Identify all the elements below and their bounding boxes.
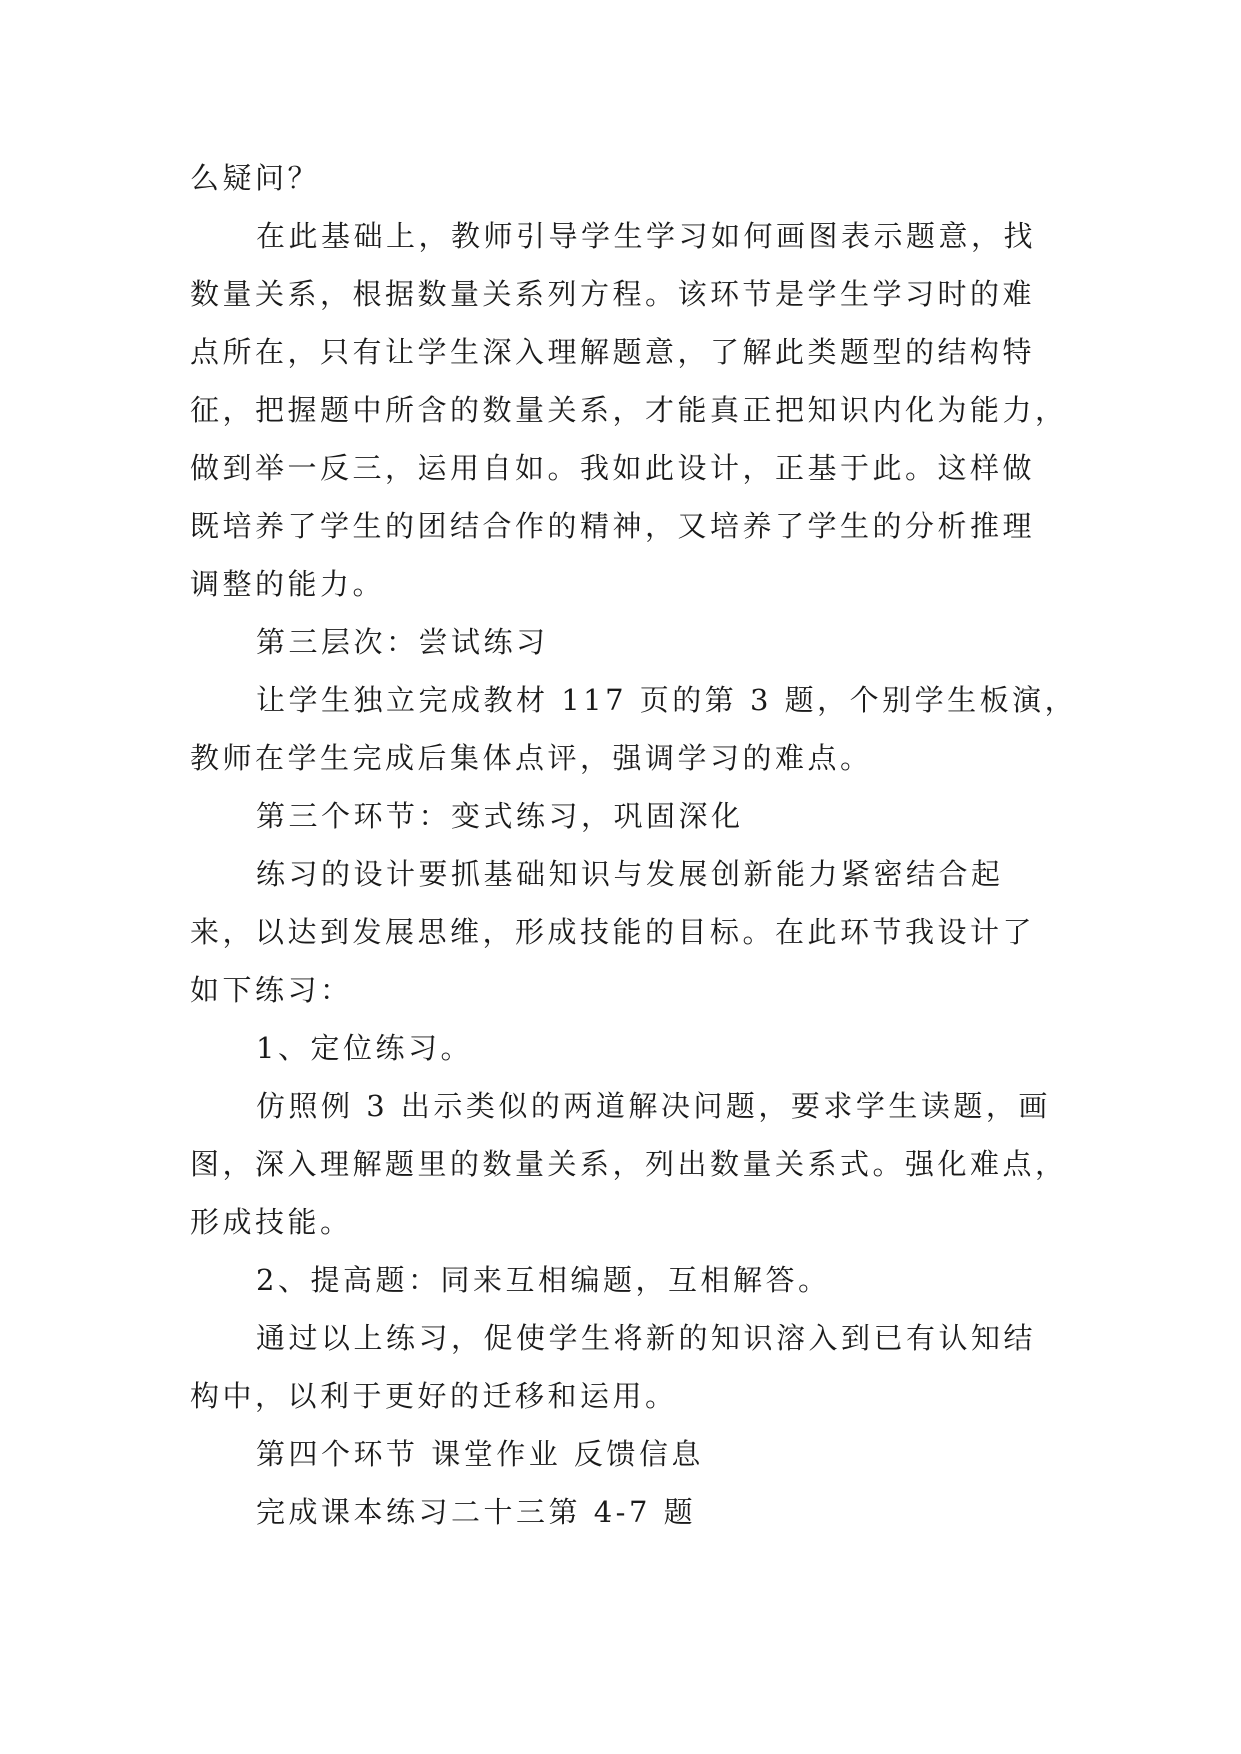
text-line: 形成技能。: [190, 1205, 353, 1239]
paragraph-first-line: 在此基础上，教师引导学生学习如何画图表示题意，找: [256, 219, 1037, 253]
section-heading: 第三层次：尝试练习: [256, 625, 549, 659]
paragraph-first-line: 通过以上练习，促使学生将新的知识溶入到已有认知结: [256, 1321, 1037, 1355]
section-heading: 第三个环节：变式练习，巩固深化: [256, 799, 744, 833]
paragraph-first-line: 仿照例 3 出示类似的两道解决问题，要求学生读题，画: [256, 1089, 1051, 1123]
text-line: 点所在，只有让学生深入理解题意，了解此类题型的结构特: [190, 335, 1036, 369]
paragraph-first-line: 完成课本练习二十三第 4-7 题: [256, 1495, 697, 1529]
text-line: 既培养了学生的团结合作的精神，又培养了学生的分析推理: [190, 509, 1036, 543]
text-line: 调整的能力。: [190, 567, 386, 601]
list-item: 1、定位练习。: [256, 1031, 473, 1065]
text-line: 图，深入理解题里的数量关系，列出数量关系式。强化难点，: [190, 1147, 1068, 1181]
section-heading: 第四个环节 课堂作业 反馈信息: [256, 1437, 704, 1471]
text-line: 构中，以利于更好的迁移和运用。: [190, 1379, 678, 1413]
text-line: 征，把握题中所含的数量关系，才能真正把知识内化为能力，: [190, 393, 1068, 427]
paragraph-first-line: 练习的设计要抓基础知识与发展创新能力紧密结合起: [256, 857, 1004, 891]
text-line: 如下练习：: [190, 973, 353, 1007]
list-item: 2、提高题：同来互相编题，互相解答。: [256, 1263, 831, 1297]
text-line: 教师在学生完成后集体点评，强调学习的难点。: [190, 741, 873, 775]
text-line: 数量关系，根据数量关系列方程。该环节是学生学习时的难: [190, 277, 1036, 311]
paragraph-first-line: 让学生独立完成教材 117 页的第 3 题，个别学生板演，: [256, 683, 1078, 717]
text-line: 做到举一反三，运用自如。我如此设计，正基于此。这样做: [190, 451, 1036, 485]
text-line: 么疑问？: [190, 161, 321, 195]
text-line: 来，以达到发展思维，形成技能的目标。在此环节我设计了: [190, 915, 1036, 949]
